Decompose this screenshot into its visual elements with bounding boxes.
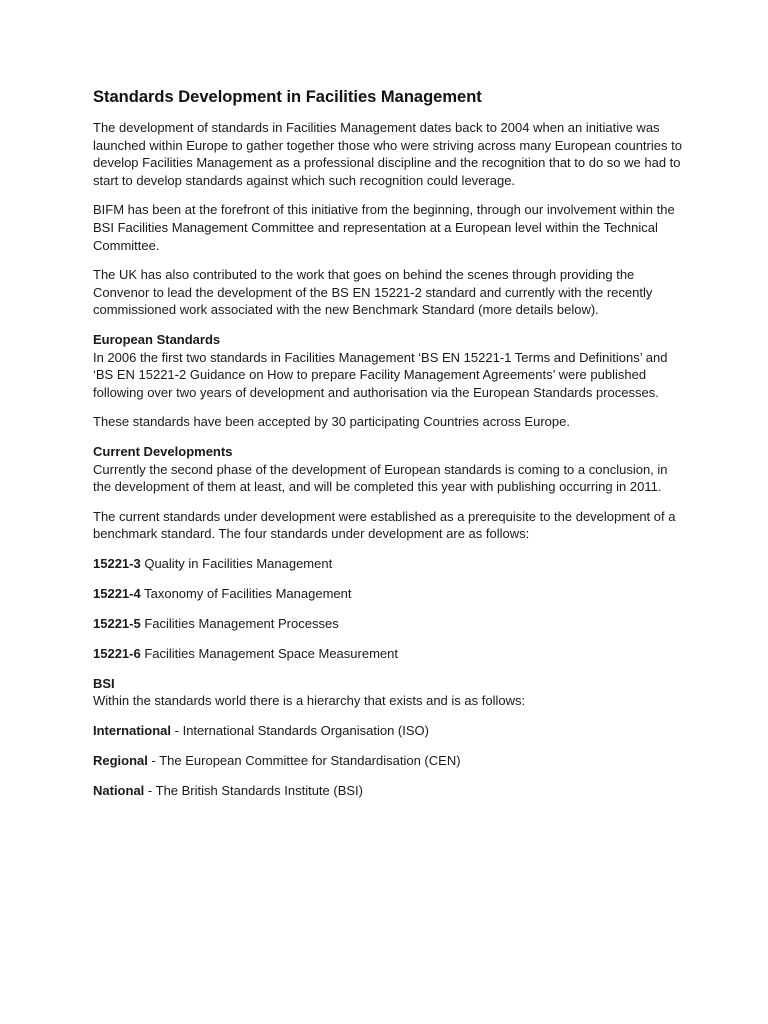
standard-name: Quality in Facilities Management <box>144 555 333 571</box>
section-body: In 2006 the first two standards in Facilities Management ‘BS EN 15221-1 Terms and Definitions’ and ‘BS EN 15221-2 Guidance on How to prepare Facility Management Agreements’ were published following over two years of development and authorisation via the European Standards processes. <box>93 349 668 400</box>
standard-name: Taxonomy of Facilities Management <box>144 585 352 601</box>
hierarchy-level: International <box>93 723 172 738</box>
standard-code: 15221-3 <box>93 555 141 571</box>
paragraph: These standards have been accepted by 30 participating Countries across Europe. <box>93 414 570 430</box>
standards-list <box>93 555 683 663</box>
paragraph: The current standards under development were established as a prerequisite to the development of a benchmark standard. The four standards under development are as follows: <box>93 508 676 542</box>
hierarchy-item <box>93 782 683 800</box>
document-title: Standards Development in Facilities Management <box>93 88 482 106</box>
hierarchy-org: The European Committee for Standardisation (CEN) <box>159 752 461 768</box>
current-developments-section <box>93 443 683 496</box>
hierarchy-level: Regional <box>93 752 148 768</box>
section-heading: BSI <box>93 675 115 691</box>
hierarchy-list <box>93 722 683 800</box>
hierarchy-item <box>93 722 683 740</box>
hierarchy-item <box>93 752 683 770</box>
hierarchy-org: The British Standards Institute (BSI) <box>155 782 363 798</box>
section-body: Currently the second phase of the development of European standards is coming to a conclusion, in the development of them at least, and will be completed this year with publishing occurring in 2011. <box>93 461 668 495</box>
standard-code: 15221-4 <box>93 585 141 601</box>
section-body: Within the standards world there is a hierarchy that exists and is as follows: <box>93 693 526 709</box>
hierarchy-level: National <box>93 782 145 798</box>
section-heading: European Standards <box>93 331 221 347</box>
intro-paragraph: The development of standards in Facilities Management dates back to 2004 when an initiative was launched within Europe to gather together those who were striving across many European countries to develop Facilities Management as a professional discipline and the recognition that to do so we had to start to develop standards against which such recognition could leverage. <box>93 120 682 188</box>
european-standards-section <box>93 331 683 401</box>
bsi-section <box>93 675 683 710</box>
standard-item <box>93 615 683 633</box>
standard-code: 15221-5 <box>93 615 141 631</box>
hierarchy-separator: - <box>144 782 156 798</box>
intro-paragraph: The UK has also contributed to the work that goes on behind the scenes through providing the Convenor to lead the development of the BS EN 15221-2 standard and currently with the recently commissioned work associated with the new Benchmark Standard (more details below). <box>93 267 653 318</box>
intro-paragraph: BIFM has been at the forefront of this initiative from the beginning, through our involvement within the BSI Facilities Management Committee and representation at a European level within the Technical Committee. <box>93 202 675 253</box>
hierarchy-separator: - <box>171 723 183 738</box>
standard-name: Facilities Management Processes <box>144 615 339 631</box>
document-page <box>93 86 683 812</box>
standard-name: Facilities Management Space Measurement <box>144 645 398 661</box>
hierarchy-separator: - <box>147 752 160 768</box>
standard-code: 15221-6 <box>93 645 141 661</box>
section-heading: Current Developments <box>93 443 233 459</box>
standard-item <box>93 555 683 573</box>
standard-item <box>93 645 683 663</box>
hierarchy-org: International Standards Organisation (ISO) <box>182 723 429 738</box>
standard-item <box>93 585 683 603</box>
